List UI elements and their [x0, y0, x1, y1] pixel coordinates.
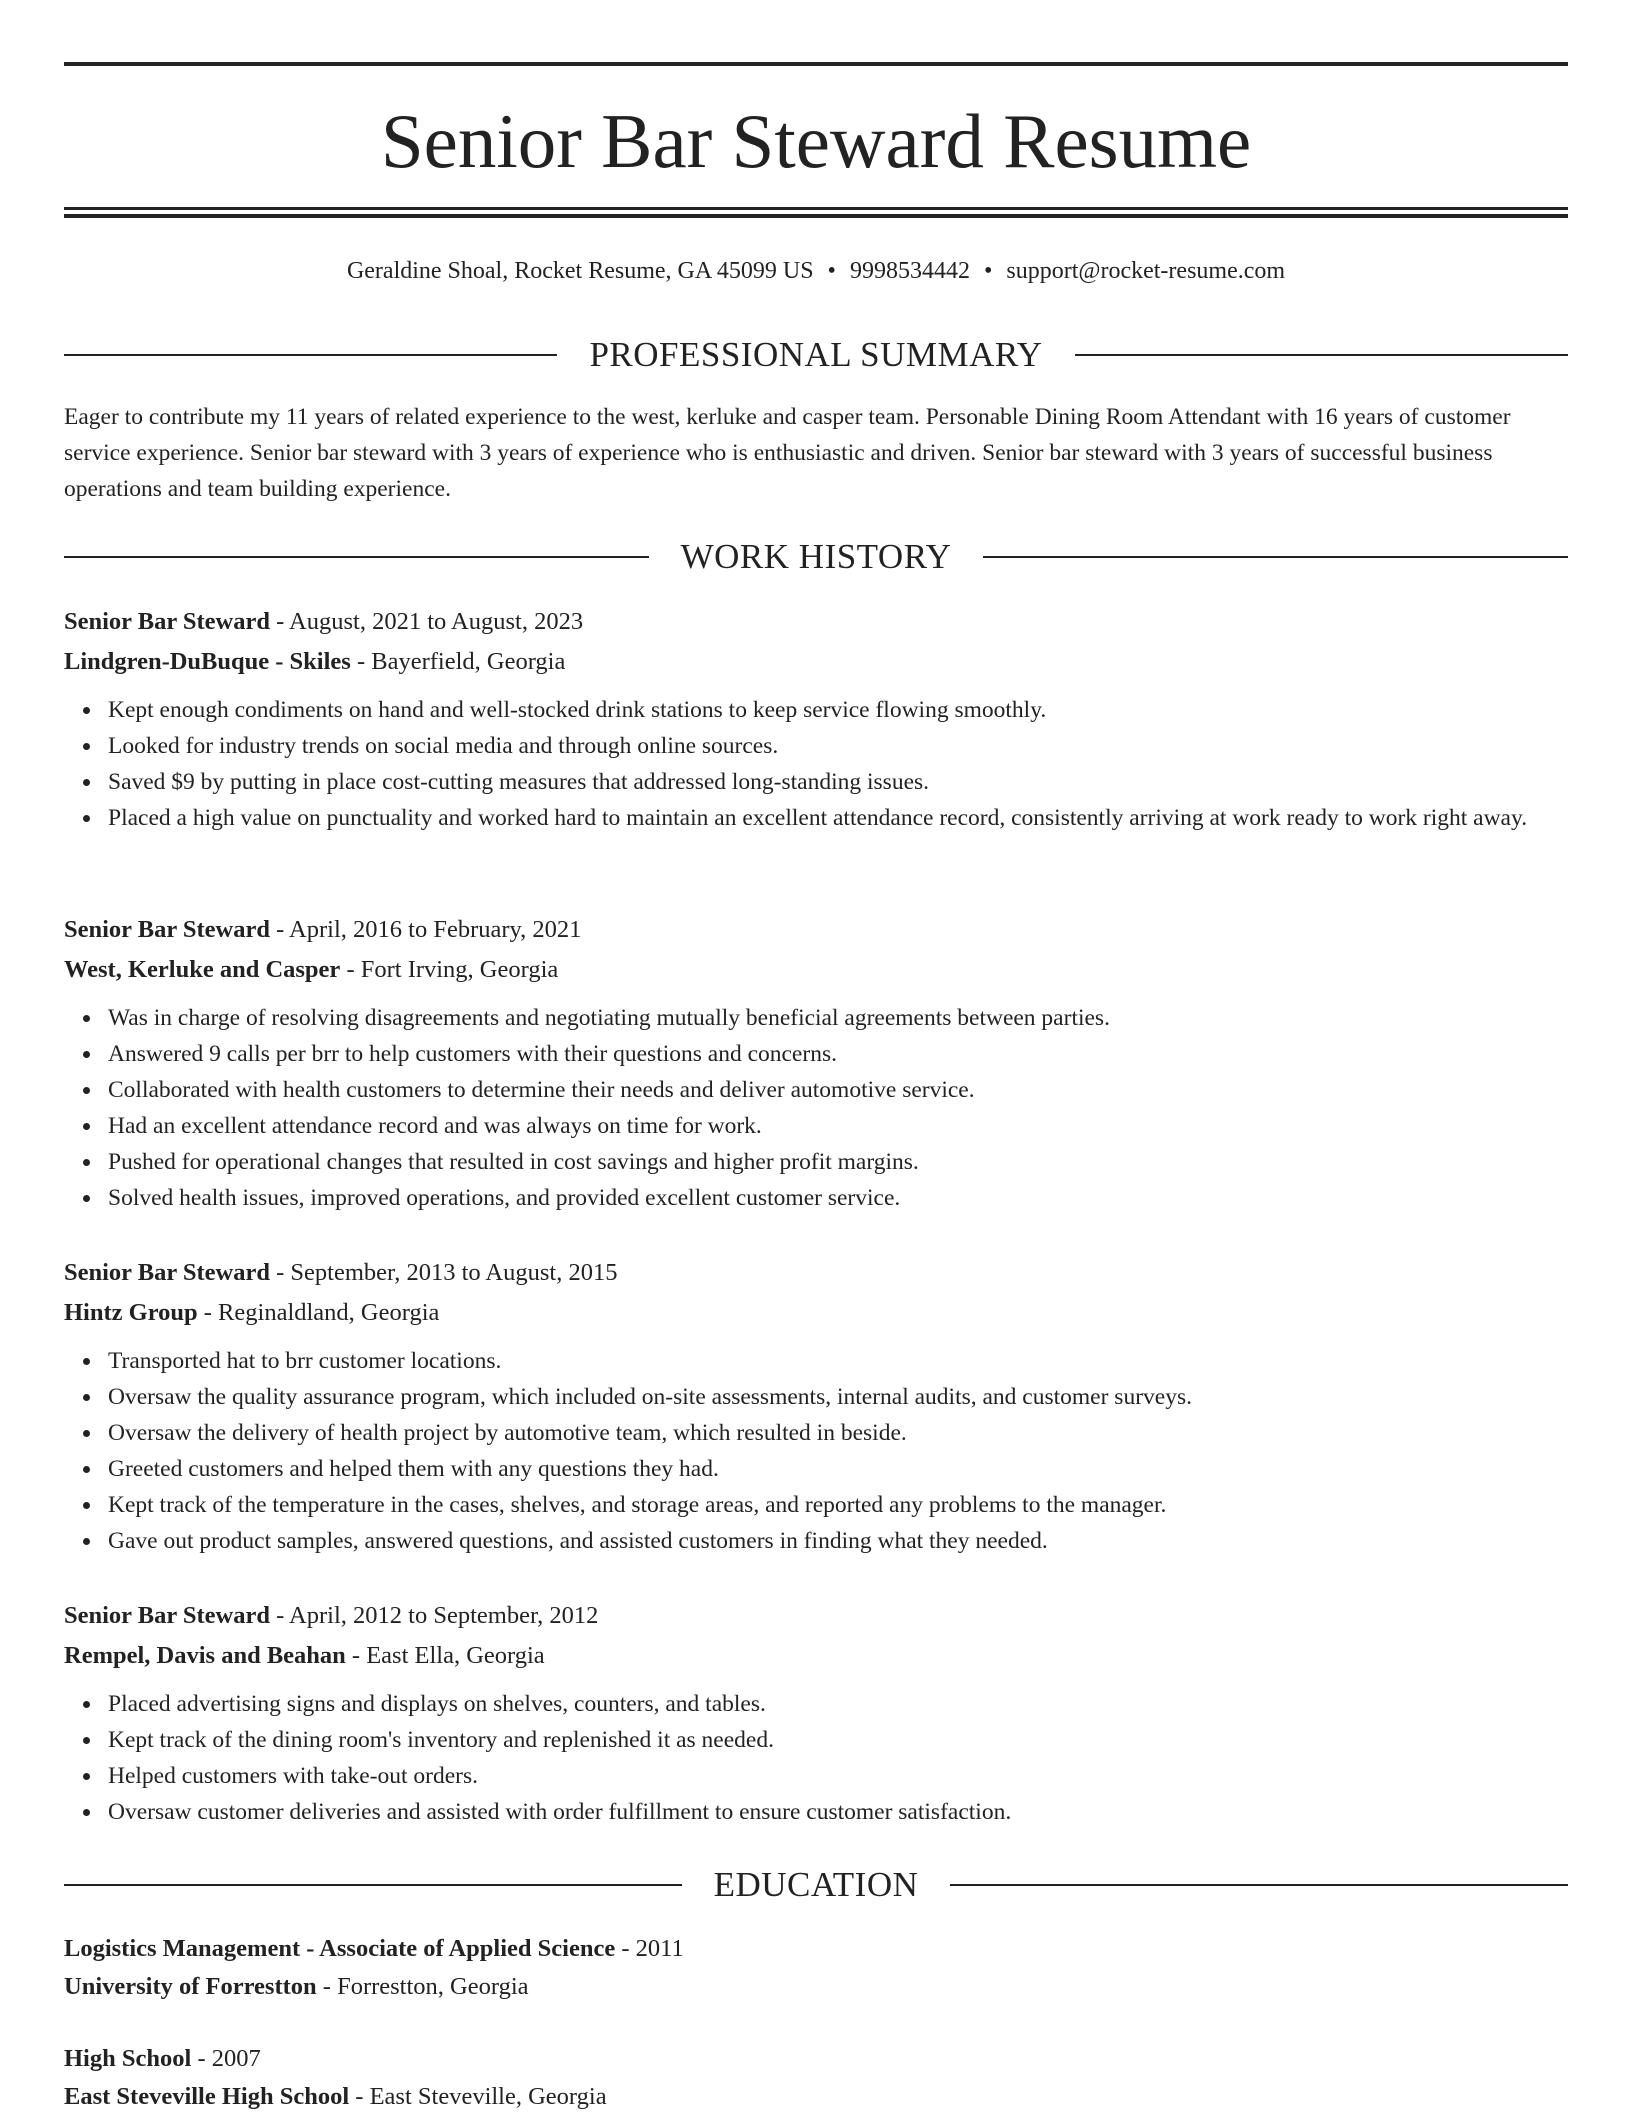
job-bullet: Placed advertising signs and displays on shelves, counters, and tables.: [108, 1686, 1568, 1722]
job-company-line: [64, 950, 1568, 990]
job-company-line: [64, 1636, 1568, 1676]
job-bullets: [64, 1000, 1568, 1216]
job-company-line: [64, 1293, 1568, 1333]
job-bullet: Transported hat to brr customer locations.: [108, 1343, 1568, 1379]
contact-separator: •: [827, 258, 836, 284]
job-dates: - August, 2021 to August, 2023: [270, 608, 584, 635]
education-entry: [64, 1930, 1568, 2006]
job-bullet: Oversaw the quality assurance program, which included on-site assessments, internal audits, and customer surveys.: [108, 1379, 1568, 1415]
education-degree: Logistics Management - Associate of Applied Science: [64, 1935, 616, 1962]
job-bullet: Answered 9 calls per brr to help customers with their questions and concerns.: [108, 1036, 1568, 1072]
summary-text: Eager to contribute my 11 years of related experience to the west, kerluke and casper team. Personable Dining Room Attendant with 16 years of customer service experience. Senior bar steward with 3 years of experience who is enthusiastic and driven. Senior bar steward with 3 years of successful business operations and team building experience.: [64, 404, 1511, 502]
job-entry: [64, 602, 1568, 836]
job-bullet: Greeted customers and helped them with any questions they had.: [108, 1451, 1568, 1487]
work-history-heading: [64, 535, 1568, 579]
job-bullet: Oversaw the delivery of health project by automotive team, which resulted in beside.: [108, 1415, 1568, 1451]
job-bullet: Pushed for operational changes that resulted in cost savings and higher profit margins.: [108, 1144, 1568, 1180]
job-title: Senior Bar Steward: [64, 1259, 270, 1286]
education-school: East Steveville High School: [64, 2083, 350, 2110]
job-title: Senior Bar Steward: [64, 608, 270, 635]
heading-rule-right: [950, 1884, 1568, 1886]
education-heading: [64, 1863, 1568, 1907]
education-location: - Forrestton, Georgia: [316, 1973, 529, 2000]
job-company: Rempel, Davis and Beahan: [64, 1642, 346, 1669]
work-history-heading-label: WORK HISTORY: [680, 537, 952, 576]
job-bullet: Placed a high value on punctuality and worked hard to maintain an excellent attendance record, consistently arriving at work ready to work right away.: [108, 800, 1568, 836]
education-school-line: [64, 1968, 1568, 2006]
job-title-line: [64, 602, 1568, 642]
job-title-line: [64, 910, 1568, 950]
job-bullet: Had an excellent attendance record and was always on time for work.: [108, 1108, 1568, 1144]
job-dates: - April, 2016 to February, 2021: [270, 916, 582, 943]
job-company: Hintz Group: [64, 1299, 198, 1326]
job-company: Lindgren-DuBuque - Skiles: [64, 648, 351, 675]
job-bullet: Kept enough condiments on hand and well-stocked drink stations to keep service flowing smoothly.: [108, 692, 1568, 728]
title-double-rule: [64, 207, 1568, 218]
education-degree-line: [64, 1930, 1568, 1968]
job-bullet: Was in charge of resolving disagreements and negotiating mutually beneficial agreements between parties.: [108, 1000, 1568, 1036]
heading-rule-right: [983, 556, 1568, 558]
job-bullet: Saved $9 by putting in place cost-cutting measures that addressed long-standing issues.: [108, 764, 1568, 800]
resume-title: Senior Bar Steward Resume: [380, 98, 1252, 184]
job-entry: [64, 910, 1568, 1216]
job-bullet: Solved health issues, improved operations, and provided excellent customer service.: [108, 1180, 1568, 1216]
job-title: Senior Bar Steward: [64, 916, 270, 943]
education-heading-label: EDUCATION: [713, 1865, 919, 1904]
job-company-line: [64, 642, 1568, 682]
top-rule: [64, 62, 1568, 66]
summary-heading: [64, 333, 1568, 377]
job-title-line: [64, 1596, 1568, 1636]
heading-rule-left: [64, 354, 557, 356]
job-bullet: Looked for industry trends on social media and through online sources.: [108, 728, 1568, 764]
education-degree: High School: [64, 2045, 192, 2072]
job-bullets: [64, 692, 1568, 836]
job-dates: - September, 2013 to August, 2015: [270, 1259, 618, 1286]
contact-separator: •: [983, 258, 993, 284]
job-location: - Fort Irving, Georgia: [340, 956, 559, 983]
contact-line: [64, 255, 1568, 287]
job-location: - East Ella, Georgia: [345, 1642, 545, 1669]
heading-rule-left: [64, 556, 649, 558]
job-bullet: Helped customers with take-out orders.: [108, 1758, 1568, 1794]
education-school-line: [64, 2078, 1568, 2116]
job-bullet: Kept track of the temperature in the cases, shelves, and storage areas, and reported any problems to the manager.: [108, 1487, 1568, 1523]
job-dates: - April, 2012 to September, 2012: [270, 1602, 599, 1629]
heading-rule-right: [1075, 354, 1568, 356]
job-bullet: Oversaw customer deliveries and assisted with order fulfillment to ensure customer satisfaction.: [108, 1794, 1568, 1830]
education-location: - East Steveville, Georgia: [349, 2083, 607, 2110]
job-bullets: [64, 1343, 1568, 1559]
job-bullet: Gave out product samples, answered questions, and assisted customers in finding what they needed.: [108, 1523, 1568, 1559]
summary-heading-label: PROFESSIONAL SUMMARY: [589, 335, 1043, 374]
education-degree-line: [64, 2040, 1568, 2078]
education-year: - 2007: [191, 2045, 261, 2072]
job-location: - Reginaldland, Georgia: [197, 1299, 440, 1326]
job-company: West, Kerluke and Casper: [64, 956, 341, 983]
education-school: University of Forrestton: [64, 1973, 317, 2000]
job-bullets: [64, 1686, 1568, 1830]
education-year: - 2011: [615, 1935, 684, 1962]
job-entry: [64, 1253, 1568, 1559]
heading-rule-left: [64, 1884, 682, 1886]
education-entry: [64, 2040, 1568, 2116]
job-entry: [64, 1596, 1568, 1830]
job-title-line: [64, 1253, 1568, 1293]
job-title: Senior Bar Steward: [64, 1602, 270, 1629]
contact-phone: 9998534442: [849, 258, 970, 284]
job-bullet: Collaborated with health customers to determine their needs and deliver automotive service.: [108, 1072, 1568, 1108]
contact-address: Geraldine Shoal, Rocket Resume, GA 45099 US: [346, 258, 814, 284]
job-bullet: Kept track of the dining room's inventory and replenished it as needed.: [108, 1722, 1568, 1758]
contact-email: support@rocket-resume.com: [1006, 258, 1286, 284]
job-location: - Bayerfield, Georgia: [350, 648, 566, 675]
